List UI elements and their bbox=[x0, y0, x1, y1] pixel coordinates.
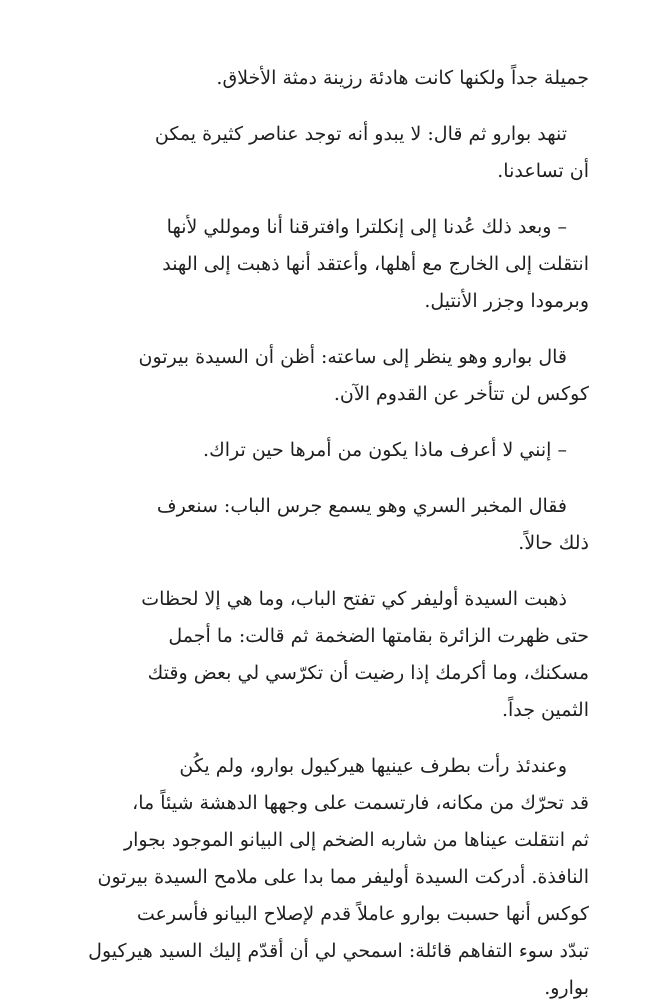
text-line: أن تساعدنا. bbox=[497, 160, 589, 182]
paragraph bbox=[62, 339, 589, 413]
paragraph bbox=[62, 209, 589, 320]
text-line: كوكس لن تتأخر عن القدوم الآن. bbox=[333, 383, 589, 405]
paragraph bbox=[62, 116, 589, 190]
text-line: بوارو. bbox=[544, 977, 589, 999]
text-line: قال بوارو وهو ينظر إلى ساعته: أظن أن السيدة بيرتون bbox=[138, 346, 567, 368]
text-line: ذهبت السيدة أوليفر كي تفتح الباب، وما هي إلا لحظات bbox=[141, 588, 567, 610]
text-line: كوكس أنها حسبت بوارو عاملاً قدم لإصلاح البيانو فأسرعت bbox=[136, 903, 589, 925]
text-line: حتى ظهرت الزائرة بقامتها الضخمة ثم قالت: ما أجمل bbox=[168, 625, 589, 647]
paragraph bbox=[62, 581, 589, 729]
text-line: انتقلت إلى الخارج مع أهلها، وأعتقد أنها ذهبت إلى الهند bbox=[162, 253, 589, 275]
text-line: الثمين جداً. bbox=[501, 699, 589, 721]
text-line: قد تحرّك من مكانه، فارتسمت على وجهها الدهشة شيئاً ما، bbox=[132, 792, 589, 814]
text-line: جميلة جداً ولكنها كانت هادئة رزينة دمثة الأخلاق. bbox=[216, 67, 589, 89]
text-line: تنهد بوارو ثم قال: لا يبدو أنه توجد عناصر كثيرة يمكن bbox=[154, 123, 567, 145]
paragraph bbox=[62, 488, 589, 562]
text-line: ثم انتقلت عيناها من شاربه الضخم إلى البيانو الموجود بجوار bbox=[123, 829, 589, 851]
text-line: – وبعد ذلك عُدنا إلى إنكلترا وافترقنا أنا وموللي لأنها bbox=[166, 216, 567, 238]
text-line: – إنني لا أعرف ماذا يكون من أمرها حين تراك. bbox=[203, 439, 567, 461]
text-line: وعندئذ رأت بطرف عينيها هيركيول بوارو، ولم يكُن bbox=[179, 755, 567, 777]
paragraph bbox=[62, 432, 589, 469]
text-line: فقال المخبر السري وهو يسمع جرس الباب: سنعرف bbox=[156, 495, 567, 517]
text-line: وبرمودا وجزر الأنتيل. bbox=[424, 290, 589, 312]
paragraph bbox=[62, 748, 589, 1007]
text-line: مسكنك، وما أكرمك إذا رضيت أن تكرّسي لي بعض وقتك bbox=[147, 662, 589, 684]
text-line: النافذة. أدركت السيدة أوليفر مما بدا على ملامح السيدة بيرتون bbox=[97, 866, 589, 888]
text-line: ذلك حالاً. bbox=[518, 532, 589, 554]
text-line: تبدّد سوء التفاهم قائلة: اسمحي لي أن أقدّم إليك السيد هيركيول bbox=[88, 940, 589, 962]
paragraph bbox=[62, 60, 589, 97]
